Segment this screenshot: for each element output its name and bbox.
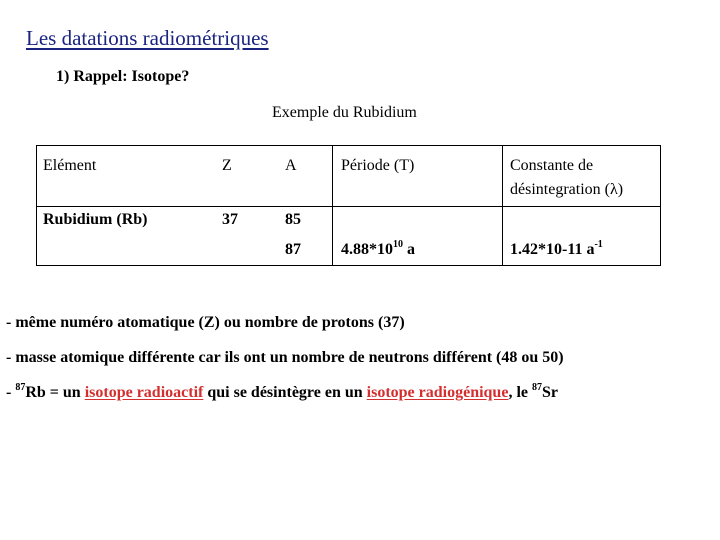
term-radioactive-isotope: isotope radioactif bbox=[84, 384, 204, 401]
header-a: A bbox=[285, 157, 297, 174]
constant-exponent: -1 bbox=[594, 239, 603, 250]
period-exponent: 10 bbox=[393, 239, 403, 250]
header-z: Z bbox=[222, 157, 232, 174]
b3-prefix: - bbox=[6, 384, 16, 401]
cell-a-85: 85 bbox=[285, 211, 301, 228]
b3-sup-sr: 87 bbox=[531, 382, 542, 393]
cell-period bbox=[341, 238, 415, 262]
period-unit: a bbox=[403, 241, 415, 258]
b3-part1: Rb = un bbox=[25, 384, 85, 401]
page-title: Les datations radiométriques bbox=[26, 26, 269, 50]
bullet-radioactive-isotope bbox=[6, 384, 558, 402]
header-element: Elément bbox=[43, 157, 97, 174]
table-divider-vertical bbox=[502, 146, 503, 265]
b3-sup-rb: 87 bbox=[15, 382, 26, 393]
b3-part4: Sr bbox=[541, 384, 558, 401]
b3-part2: qui se désintègre en un bbox=[203, 384, 367, 401]
cell-a-87: 87 bbox=[285, 241, 301, 258]
header-constant-line2: désintegration (λ) bbox=[510, 181, 624, 198]
cell-element: Rubidium (Rb) bbox=[43, 211, 148, 228]
header-period: Période (T) bbox=[341, 157, 415, 174]
table-divider-vertical bbox=[332, 146, 333, 265]
table-divider-horizontal bbox=[37, 206, 660, 207]
period-base: 4.88*10 bbox=[341, 241, 393, 258]
bullet-same-atomic-number: - même numéro atomatique (Z) ou nombre de protons (37) bbox=[6, 314, 405, 331]
constant-base: 1.42*10-11 a bbox=[510, 241, 595, 258]
cell-z: 37 bbox=[222, 211, 238, 228]
header-constant-line1: Constante de bbox=[510, 157, 594, 174]
term-radiogenic-isotope: isotope radiogénique bbox=[366, 384, 509, 401]
isotope-table bbox=[36, 145, 661, 266]
cell-constant bbox=[510, 238, 603, 262]
b3-part3: , le bbox=[508, 384, 532, 401]
example-caption: Exemple du Rubidium bbox=[272, 104, 417, 121]
bullet-different-mass: - masse atomique différente car ils ont un nombre de neutrons différent (48 ou 50) bbox=[6, 349, 564, 366]
section-heading: 1) Rappel: Isotope? bbox=[56, 68, 190, 85]
